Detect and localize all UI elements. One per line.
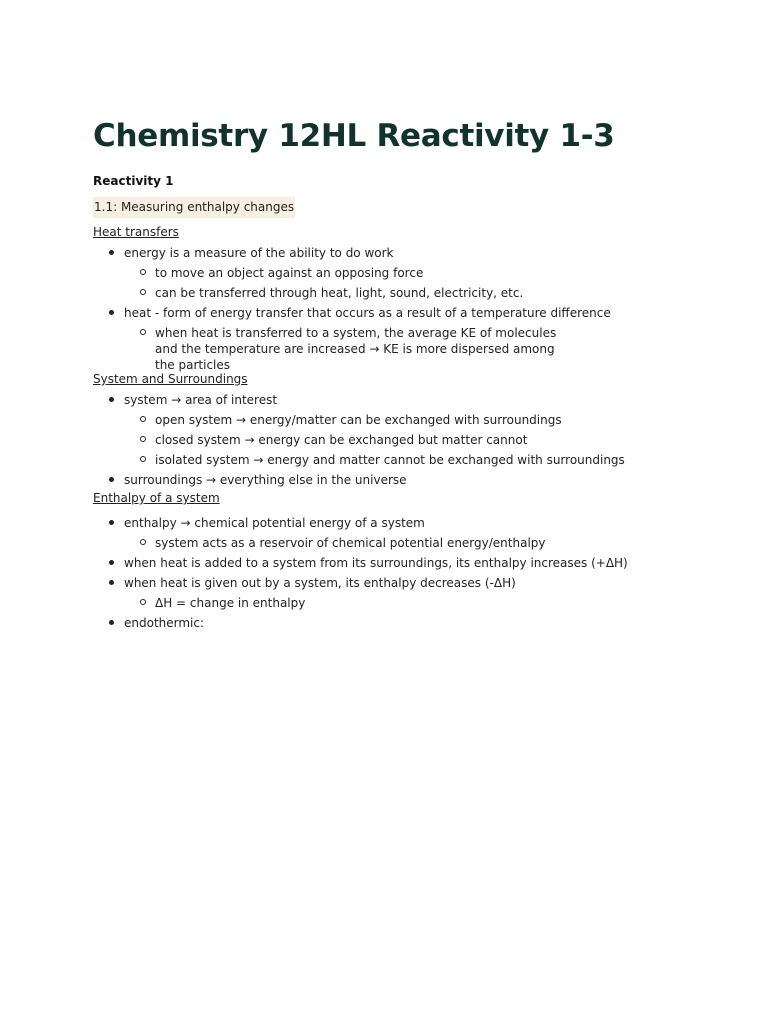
list-item xyxy=(124,245,713,301)
sub-list-item xyxy=(155,325,713,373)
list-item-text: heat - form of energy transfer that occurs as a result of a temperature difference xyxy=(124,306,611,320)
subheading-enthalpy-of-a-system: Enthalpy of a system xyxy=(93,491,220,505)
highlighted-subsection: 1.1: Measuring enthalpy changes xyxy=(93,197,295,218)
list-item xyxy=(124,575,713,611)
list-item-text: system → area of interest xyxy=(124,393,278,407)
page-title: Chemistry 12HL Reactivity 1-3 xyxy=(93,118,615,154)
section-heading: Reactivity 1 xyxy=(93,174,174,188)
circle-bullet-icon xyxy=(140,456,146,462)
sub-list-item-text: can be transferred through heat, light, sound, electricity, etc. xyxy=(155,286,524,300)
bullet-list xyxy=(93,245,713,373)
sub-list-item xyxy=(155,452,713,468)
bullet-icon xyxy=(109,310,114,315)
bullet-icon xyxy=(109,477,114,482)
document-page xyxy=(93,112,713,635)
circle-bullet-icon xyxy=(140,416,146,422)
bullet-icon xyxy=(109,560,114,565)
bullet-icon xyxy=(109,250,114,255)
circle-bullet-icon xyxy=(140,539,146,545)
sub-list-item xyxy=(155,265,713,281)
list-item xyxy=(124,472,713,488)
list-item-text: energy is a measure of the ability to do work xyxy=(124,246,394,260)
list-item xyxy=(124,515,713,551)
subheading-heat-transfers: Heat transfers xyxy=(93,225,179,239)
sub-list-item-text: isolated system → energy and matter cannot be exchanged with surroundings xyxy=(155,453,625,467)
sub-list xyxy=(124,265,713,301)
list-item xyxy=(124,615,713,631)
list-item xyxy=(124,305,713,373)
sub-list xyxy=(124,595,713,611)
sub-list-item xyxy=(155,535,713,551)
list-item xyxy=(124,555,713,571)
bullet-icon xyxy=(109,620,114,625)
sub-list-item xyxy=(155,595,713,611)
sub-list-item xyxy=(155,285,713,301)
circle-bullet-icon xyxy=(140,329,146,335)
list-item-text: surroundings → everything else in the universe xyxy=(124,473,407,487)
sub-list-item xyxy=(155,432,713,448)
circle-bullet-icon xyxy=(140,599,146,605)
bullet-list xyxy=(93,392,713,488)
sub-list-item-text: when heat is transferred to a system, the average KE of molecules and the temperature are increased → KE is more dispersed among the particles xyxy=(155,326,557,372)
sub-list-item-text: to move an object against an opposing force xyxy=(155,266,424,280)
sub-list-item-text: system acts as a reservoir of chemical potential energy/enthalpy xyxy=(155,536,546,550)
list-item-text: enthalpy → chemical potential energy of a system xyxy=(124,516,425,530)
circle-bullet-icon xyxy=(140,269,146,275)
sub-list xyxy=(124,325,713,373)
sub-list-item-text: closed system → energy can be exchanged but matter cannot xyxy=(155,433,528,447)
list-item xyxy=(124,392,713,468)
sub-list-item-text: ΔH = change in enthalpy xyxy=(155,596,306,610)
sub-list-item-text: open system → energy/matter can be exchanged with surroundings xyxy=(155,413,562,427)
sub-list xyxy=(124,412,713,468)
list-item-text: when heat is given out by a system, its enthalpy decreases (-ΔH) xyxy=(124,576,516,590)
circle-bullet-icon xyxy=(140,436,146,442)
bullet-icon xyxy=(109,397,114,402)
bullet-icon xyxy=(109,520,114,525)
sub-list xyxy=(124,535,713,551)
sub-list-item xyxy=(155,412,713,428)
list-item-text: endothermic: xyxy=(124,616,205,630)
circle-bullet-icon xyxy=(140,289,146,295)
list-item-text: when heat is added to a system from its surroundings, its enthalpy increases (+ΔH) xyxy=(124,556,628,570)
bullet-icon xyxy=(109,580,114,585)
subheading-system-and-surroundings: System and Surroundings xyxy=(93,372,248,386)
bullet-list xyxy=(93,515,713,631)
